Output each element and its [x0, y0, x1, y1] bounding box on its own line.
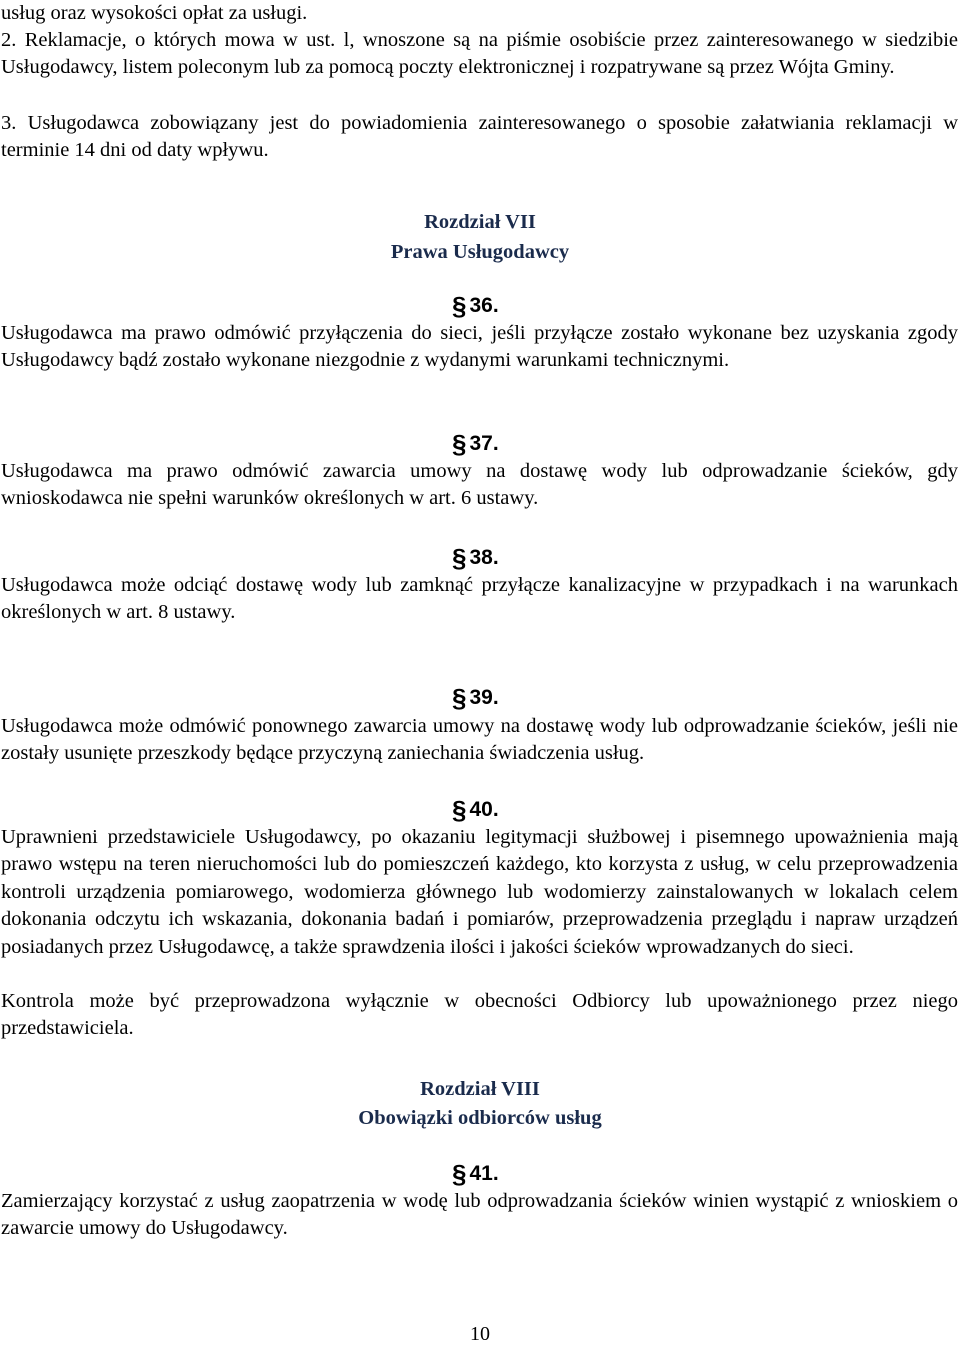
section-38-text: Usługodawca może odciąć dostawę wody lub zamknąć przyłącze kanalizacyjne w przypadkach i na warunkach określonych w art. 8 ustawy. [1, 574, 958, 624]
paragraph-complaints-2: 2. Reklamacje, o których mowa w ust. l, wnoszone są na piśmie osobiście przez zainteresowanego w siedzibie Usługodawcy, listem poleconym lub za pomocą poczty elektronicznej i rozpatrywane są przez Wójta Gminy. [1, 29, 958, 79]
section-36-text: Usługodawca ma prawo odmówić przyłączenia do sieci, jeśli przyłącze zostało wykonane bez uzyskania zgody Usługodawcy bądź zostało wykonane niezgodnie z wydanymi warunkami technicznymi. [1, 322, 958, 372]
section-40-number [452, 796, 499, 824]
section-41-text: Zamierzający korzystać z usług zaopatrzenia w wodę lub odprowadzania ścieków winien wystąpić z wnioskiem o zawarcie umowy do Usługodawcy. [1, 1190, 958, 1240]
section-38-label: 38. [469, 546, 499, 569]
section-mark-icon: § [452, 543, 467, 573]
section-36-number [452, 292, 499, 320]
section-41-label: 41. [469, 1162, 499, 1185]
chapter-8-title: Obowiązki odbiorców usług [358, 1107, 602, 1129]
section-mark-icon: § [452, 291, 467, 321]
section-39-number [452, 684, 499, 712]
chapter-8-number: Rozdział VIII [420, 1078, 540, 1100]
section-38-number [452, 544, 499, 572]
section-mark-icon: § [452, 1159, 467, 1189]
section-39-label: 39. [469, 686, 499, 709]
section-37-text: Usługodawca ma prawo odmówić zawarcia umowy na dostawę wody lub odprowadzanie ścieków, gdy wnioskodawca nie spełni warunków określonych w art. 6 ustawy. [1, 460, 958, 510]
section-39-text: Usługodawca może odmówić ponownego zawarcia umowy na dostawę wody lub odprowadzanie ścieków, jeśli nie zostały usunięte przeszkody będące przyczyną zaniechania świadczenia usług. [1, 715, 958, 765]
chapter-7-title: Prawa Usługodawcy [390, 241, 570, 263]
section-37-label: 37. [469, 432, 499, 455]
paragraph-complaints-3: 3. Usługodawca zobowiązany jest do powiadomienia zainteresowanego o sposobie załatwiania reklamacji w terminie 14 dni od daty wpływu. [1, 112, 958, 162]
section-mark-icon: § [452, 429, 467, 459]
section-36-label: 36. [469, 294, 499, 317]
paragraph-continuation: usług oraz wysokości opłat za usługi. [1, 2, 308, 24]
chapter-7-number: Rozdział VII [424, 211, 536, 233]
page-number: 10 [470, 1323, 490, 1345]
section-40-text: Uprawnieni przedstawiciele Usługodawcy, po okazaniu legitymacji służbowej i pisemnego upoważnienia mają prawo wstępu na teren nieruchomości lub do pomieszczeń każdego, kto korzysta z usług, w celu przeprowadzenia kontroli urządzenia pomiarowego, wodomierza głównego lub wodomierzy zainstalowanych w lokalach celem dokonania odczytu ich wskazania, dokonania badań i pomiarów, przeprowadzenia przeglądu i napraw urządzeń posiadanych przez Usługodawcę, a także sprawdzenia ilości i jakości ścieków wprowadzanych do sieci. [1, 826, 958, 958]
section-mark-icon: § [452, 795, 467, 825]
section-40-text-2: Kontrola może być przeprowadzona wyłącznie w obecności Odbiorcy lub upoważnionego przez niego przedstawiciela. [1, 990, 958, 1040]
section-41-number [452, 1160, 499, 1188]
section-40-label: 40. [469, 798, 499, 821]
section-37-number [452, 430, 499, 458]
section-mark-icon: § [452, 683, 467, 713]
